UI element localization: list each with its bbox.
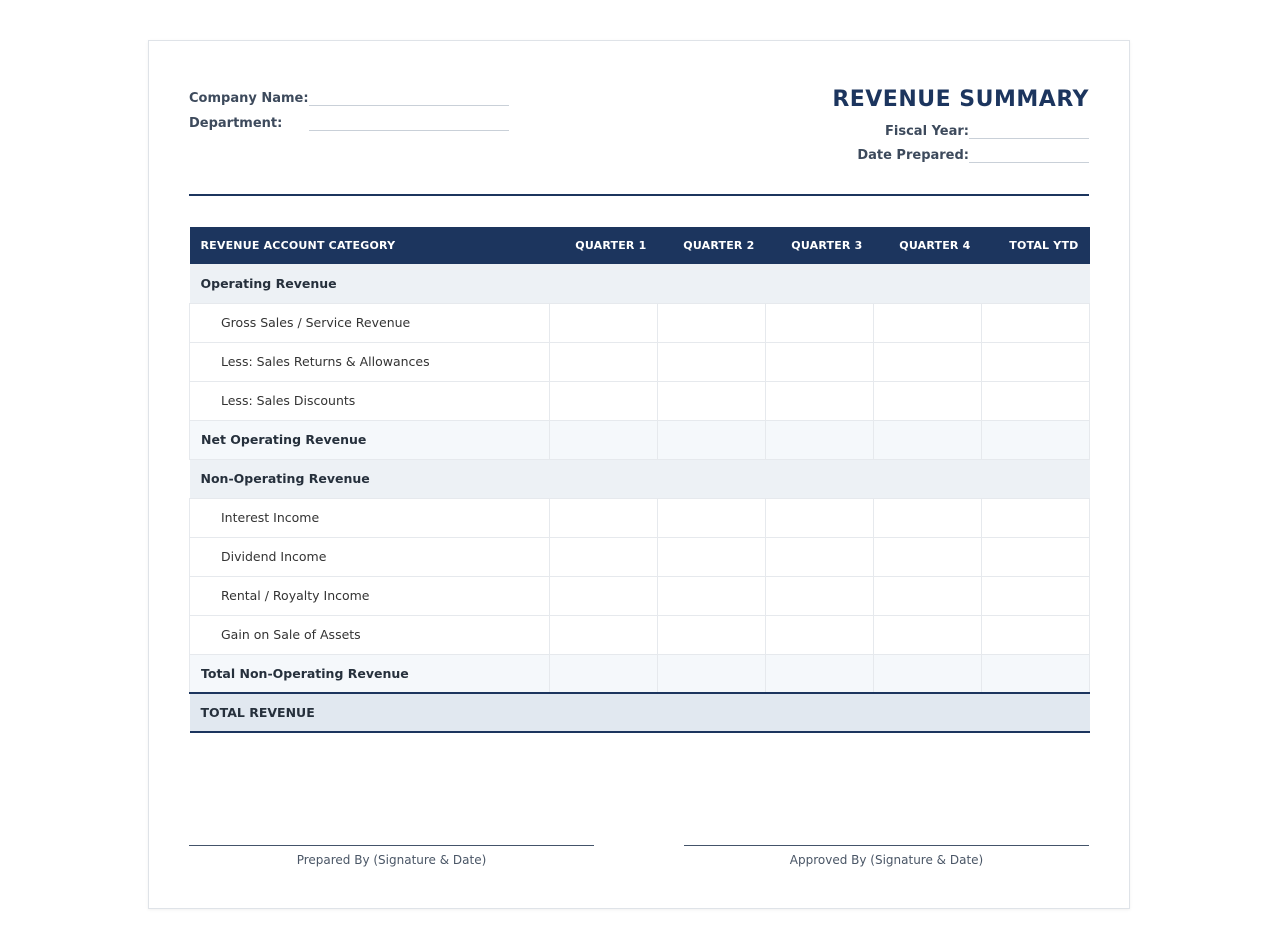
value-cell-q4[interactable] [874, 303, 982, 342]
value-cell-total-ytd[interactable] [982, 420, 1090, 459]
revenue-table [189, 227, 1090, 733]
approved-by-label: Approved By (Signature & Date) [789, 853, 984, 867]
page-title: REVENUE SUMMARY [832, 87, 1089, 112]
table-row [190, 420, 1090, 459]
value-cell-q1[interactable] [550, 615, 658, 654]
department-field[interactable] [309, 117, 509, 131]
fiscal-year-field[interactable] [969, 125, 1089, 139]
value-cell-q1[interactable] [550, 498, 658, 537]
value-cell-q1[interactable] [550, 576, 658, 615]
section-label: Operating Revenue [190, 264, 1090, 303]
value-cell-total-ytd[interactable] [982, 381, 1090, 420]
date-prepared-row [729, 145, 1089, 163]
value-cell-q4[interactable] [874, 381, 982, 420]
total-label: TOTAL REVENUE [190, 693, 1090, 732]
value-cell-q4[interactable] [874, 342, 982, 381]
value-cell-q2[interactable] [658, 303, 766, 342]
value-cell-q2[interactable] [658, 537, 766, 576]
value-cell-q2[interactable] [658, 576, 766, 615]
header-right [729, 85, 1089, 163]
header-divider [189, 194, 1089, 196]
table-row [190, 381, 1090, 420]
value-cell-q2[interactable] [658, 498, 766, 537]
date-prepared-label: Date Prepared: [857, 148, 969, 163]
table-row [190, 615, 1090, 654]
value-cell-q3[interactable] [766, 498, 874, 537]
value-cell-q3[interactable] [766, 420, 874, 459]
value-cell-q1[interactable] [550, 654, 658, 693]
value-cell-q3[interactable] [766, 381, 874, 420]
value-cell-q1[interactable] [550, 381, 658, 420]
line-item-label: Gross Sales / Service Revenue [190, 303, 550, 342]
table-header-row [190, 227, 1090, 264]
value-cell-q2[interactable] [658, 654, 766, 693]
value-cell-q3[interactable] [766, 537, 874, 576]
approved-by-signature [684, 845, 1089, 867]
value-cell-q4[interactable] [874, 654, 982, 693]
column-header-q1: QUARTER 1 [550, 227, 658, 264]
table-row [190, 264, 1090, 303]
column-header-q3: QUARTER 3 [766, 227, 874, 264]
date-prepared-field[interactable] [969, 149, 1089, 163]
value-cell-q3[interactable] [766, 615, 874, 654]
approved-by-line[interactable] [684, 845, 1089, 846]
company-name-field[interactable] [309, 92, 509, 106]
subtotal-label: Total Non-Operating Revenue [190, 654, 550, 693]
line-item-label: Less: Sales Returns & Allowances [190, 342, 550, 381]
fiscal-year-row [729, 121, 1089, 139]
value-cell-total-ytd[interactable] [982, 342, 1090, 381]
table-row [190, 537, 1090, 576]
table-row [190, 342, 1090, 381]
value-cell-total-ytd[interactable] [982, 654, 1090, 693]
column-header-q4: QUARTER 4 [874, 227, 982, 264]
line-item-label: Dividend Income [190, 537, 550, 576]
value-cell-total-ytd[interactable] [982, 303, 1090, 342]
table-row [190, 693, 1090, 732]
value-cell-q4[interactable] [874, 420, 982, 459]
value-cell-q1[interactable] [550, 537, 658, 576]
table-row [190, 654, 1090, 693]
table-row [190, 498, 1090, 537]
value-cell-q1[interactable] [550, 342, 658, 381]
value-cell-q4[interactable] [874, 615, 982, 654]
value-cell-total-ytd[interactable] [982, 615, 1090, 654]
value-cell-q2[interactable] [658, 420, 766, 459]
company-name-label: Company Name: [189, 91, 309, 106]
line-item-label: Rental / Royalty Income [190, 576, 550, 615]
value-cell-total-ytd[interactable] [982, 498, 1090, 537]
prepared-by-label: Prepared By (Signature & Date) [296, 853, 487, 867]
line-item-label: Gain on Sale of Assets [190, 615, 550, 654]
table-row [190, 576, 1090, 615]
subtotal-label: Net Operating Revenue [190, 420, 550, 459]
header-left [189, 88, 519, 138]
line-item-label: Interest Income [190, 498, 550, 537]
value-cell-q4[interactable] [874, 576, 982, 615]
value-cell-q2[interactable] [658, 615, 766, 654]
value-cell-q3[interactable] [766, 342, 874, 381]
value-cell-q4[interactable] [874, 498, 982, 537]
document-sheet [148, 40, 1130, 909]
value-cell-q3[interactable] [766, 654, 874, 693]
value-cell-total-ytd[interactable] [982, 576, 1090, 615]
column-header-total-ytd: TOTAL YTD [982, 227, 1090, 264]
department-row [189, 113, 519, 131]
fiscal-year-label: Fiscal Year: [885, 124, 969, 139]
prepared-by-line[interactable] [189, 845, 594, 846]
department-label: Department: [189, 116, 283, 131]
table-body [190, 264, 1090, 732]
prepared-by-signature [189, 845, 594, 867]
table-row [190, 303, 1090, 342]
section-label: Non-Operating Revenue [190, 459, 1090, 498]
column-header-q2: QUARTER 2 [658, 227, 766, 264]
value-cell-q1[interactable] [550, 420, 658, 459]
value-cell-q4[interactable] [874, 537, 982, 576]
company-name-row [189, 88, 519, 106]
value-cell-total-ytd[interactable] [982, 537, 1090, 576]
line-item-label: Less: Sales Discounts [190, 381, 550, 420]
value-cell-q3[interactable] [766, 303, 874, 342]
value-cell-q1[interactable] [550, 303, 658, 342]
value-cell-q2[interactable] [658, 381, 766, 420]
value-cell-q3[interactable] [766, 576, 874, 615]
value-cell-q2[interactable] [658, 342, 766, 381]
table-row [190, 459, 1090, 498]
column-header-category: REVENUE ACCOUNT CATEGORY [190, 227, 550, 264]
